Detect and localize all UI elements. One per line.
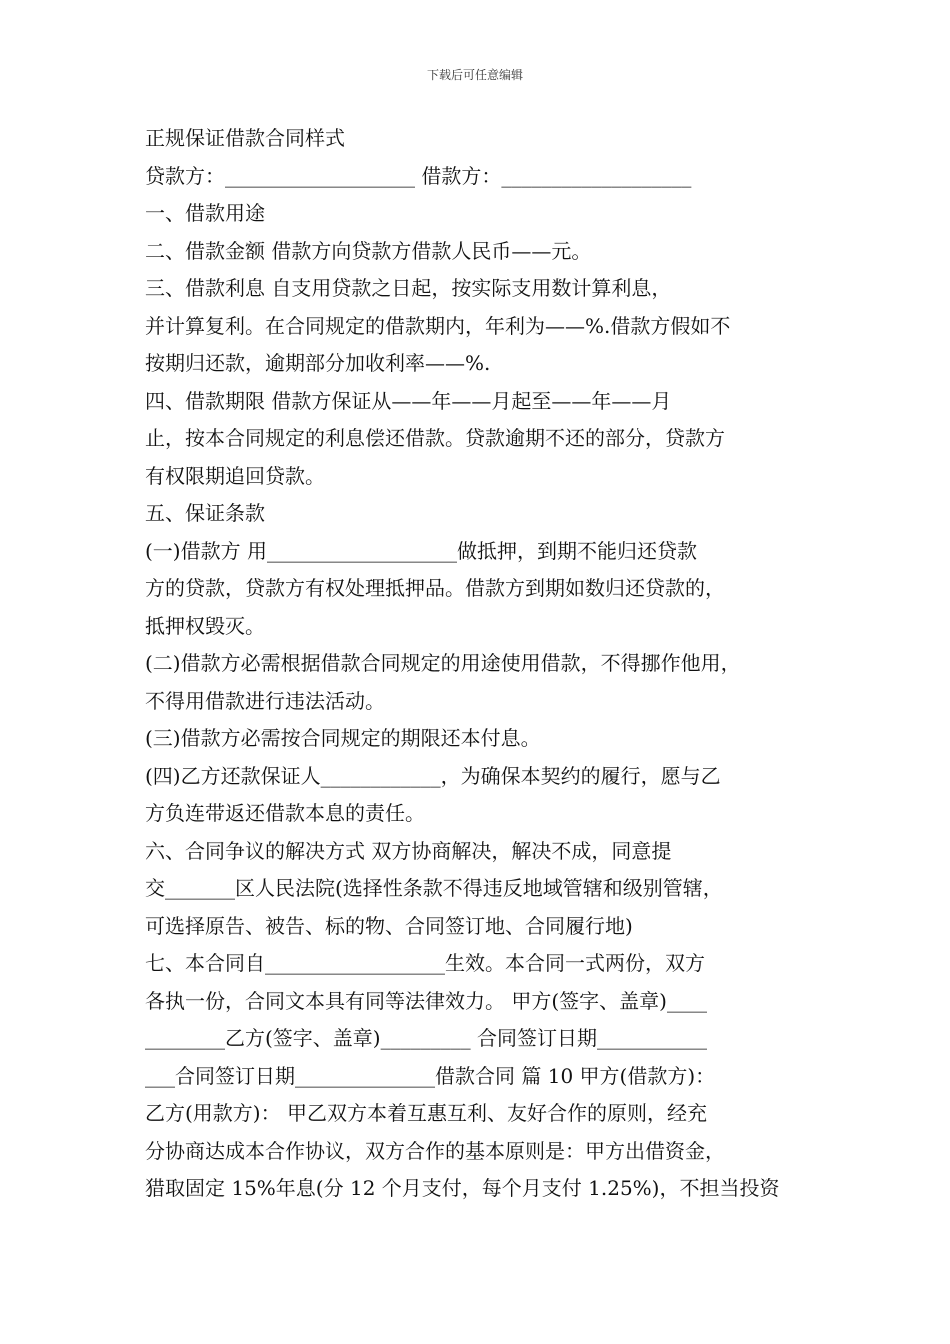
document-body <box>145 120 813 1208</box>
paragraph-line: 交_______区人民法院(选择性条款不得违反地域管辖和级别管辖， <box>145 876 723 900</box>
paragraph-line: 不得用借款进行违法活动。 <box>145 688 385 713</box>
paragraph-line: 五、保证条款 <box>145 501 265 525</box>
paragraph-line: (一)借款方 用___________________做抵押，到期不能归还贷款 <box>145 538 697 563</box>
paragraph-line: ___合同签订日期______________借款合同 篇 10 甲方(借款方)： <box>145 1063 716 1088</box>
paragraph-line: 可选择原告、被告、标的物、合同签订地、合同履行地) <box>145 913 633 938</box>
paragraph-line: 分协商达成本合作协议，双方合作的基本原则是：甲方出借资金， <box>145 1138 725 1163</box>
paragraph-line: 乙方(用款方)： 甲乙双方本着互惠互利、友好合作的原则，经充 <box>145 1101 707 1125</box>
paragraph-line: 方负连带返还借款本息的责任。 <box>145 801 425 825</box>
paragraph-line: 猎取固定 15%年息(分 12 个月支付，每个月支付 1.25%)，不担当投资 <box>145 1176 780 1200</box>
paragraph-line: 一、借款用途 <box>145 201 265 225</box>
page-header: 下载后可任意编辑 <box>426 68 523 82</box>
paragraph-line: 七、本合同自__________________生效。本合同一式两份，双方 <box>145 951 705 975</box>
paragraph-line: 贷款方：___________________ 借款方：___________________ <box>145 163 692 188</box>
paragraph-line: 六、合同争议的解决方式 双方协商解决，解决不成，同意提 <box>145 838 672 863</box>
paragraph-line: 二、借款金额 借款方向贷款方借款人民币——元。 <box>145 238 592 263</box>
paragraph-line: (三)借款方必需按合同规定的期限还本付息。 <box>145 726 541 750</box>
paragraph-line: 有权限期追回贷款。 <box>145 463 325 488</box>
paragraph-line: 各执一份，合同文本具有同等法律效力。 甲方(签字、盖章)____ <box>145 988 707 1013</box>
document-title: 正规保证借款合同样式 <box>145 126 345 150</box>
paragraph-line: (二)借款方必需根据借款合同规定的用途使用借款，不得挪作他用， <box>145 651 741 675</box>
paragraph-line: 方的贷款，贷款方有权处理抵押品。借款方到期如数归还贷款的， <box>145 576 725 600</box>
paragraph-line: 并计算复利。在合同规定的借款期内，年利为——%.借款方假如不 <box>145 313 731 338</box>
paragraph-line: 四、借款期限 借款方保证从——年——月起至——年——月 <box>145 388 672 413</box>
paragraph-line: (四)乙方还款保证人____________，为确保本契约的履行，愿与乙 <box>145 763 721 788</box>
paragraph-line: 止，按本合同规定的利息偿还借款。贷款逾期不还的部分，贷款方 <box>145 426 725 450</box>
paragraph-line: ________乙方(签字、盖章)_________ 合同签订日期___________ <box>145 1026 707 1050</box>
paragraph-line: 按期归还款，逾期部分加收利率——%. <box>145 351 491 375</box>
paragraph-line: 抵押权毁灭。 <box>145 613 265 638</box>
paragraph-line: 三、借款利息 自支用贷款之日起，按实际支用数计算利息， <box>145 276 672 300</box>
